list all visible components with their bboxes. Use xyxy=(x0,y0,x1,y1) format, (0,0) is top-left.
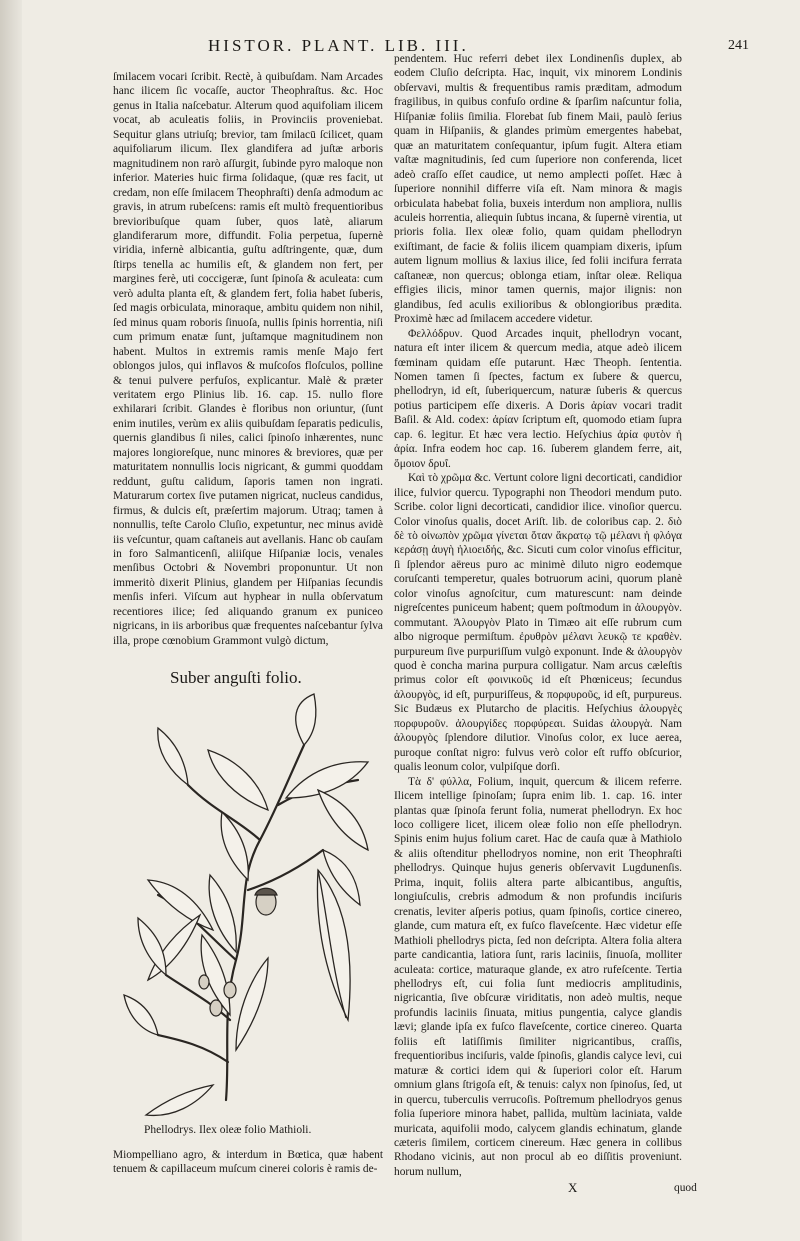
signature-mark: X xyxy=(568,1180,578,1195)
left-paragraph: ſmilacem vocari ſcribit. Rectè, à quibuſdam. Nam Arcades hanc ilicem ſic vocaſſe, auctor Theophraſtus. &c. Hoc genus in Italia naſcebatur. Alterum quod aquifoliam ilicem vocat, ab aculeatis foliis, in Provinciis proveniebat. Sequitur glans utriuſq; brevior, tam ſmilacū ſcilicet, quam aquifoliarum ilicum. Ilex glandifera ad juſtæ arboris magnitudinem non rarò aſſurgit, ſubinde pyro maloque non inferior. Materies huic firma ſolidaque, (quæ res facit, ut credam, non eſſe ſmilacem Theophraſti) denſa admodum ac gravis, in atrum rubeſcens: ramis eſt multò frequentioribus brevioribuſque quam ſuber, quos latè, aliarum glandiferarum more, diffundit. Folia perpetua, ſupernè viridia, infernè albicantia, guſtu adſtringente, quæ, dum ſtirps tenella ac humilis eſt, & glandem non fert, per margines ferè, uti coccigeræ, ſunt ſpinoſa & aculeata: cum verò adulta planta eſt, & glandem fert, folia habet ſuberis, ſed magis orbiculata, minoraque, ambitu quidem non nihil, ſed minus quam roboris ſinuoſa, nullis ſpinis horrentia, niſi cum primum enatæ ſunt, juſtamque magnitudinem non habent. Multos in extremis ramis menſe Majo fert oblongos julos, qui inflavos & muſcoſos floſculos, polline & tenui pulvere perfuſos, explicantur. Malè & præter veritatem ergo Plinius lib. 16. cap. 15. nullo flore exhilarari ſcribit. Glandes è floribus non oriuntur, (ſunt enim inutiles, verùm ex aliis quibuſdam ſeparatis pediculis, quernis glandibus ſi niles, calici ſpinoſo inhærentes, nunc majores longioreſque, nunc minores & breviores, quæ per maturitatem nonnullis locis nigricant, & gummi quoddam reddunt, guſtu calidum, ſaporis tamen non ingrati. Maturarum cortex ſive putamen nigricat, nucleus candidus, firmus, & dulcis eſt, præſertim majorum. Utraq; tamen à nonnullis, teſte Carolo Cluſio, expetuntur, nec minus avidè iis veſcuntur, quam caſtaneis aut avellanis. Hanc ob cauſam in foro Salmanticenſi, aliiſque Hiſpaniæ locis, venales menſibus Octobri & Novembri proponuntur. Ut non immeritò dixerit Plinius, glandem per Hiſpanias ſecundis menſis inferi. Viſcum aut hyphear in nulla obſervatum recentiores ilice; ſed aliquando granum ex puniceo nigricans, in iis arboribus quæ frequentes naſcebantur ſylva illa, prope cœnobium Grammont vulgò dictum, xyxy=(113,71,383,647)
page-gutter xyxy=(0,0,22,1241)
plant-woodcut-illustration xyxy=(118,690,380,1120)
left-column xyxy=(113,70,383,648)
figure-title: Suber anguſti folio. xyxy=(170,668,302,687)
right-paragraph: pendentem. Huc referri debet ilex Londinenſis duplex, ab eodem Cluſio deſcripta. Hac, inquit, vix minorem Londinis obſervavi, multis & frequentibus ramis præditam, admodum fragilibus, in quibus confuſo ordine & ſparſim naſcuntur folia, Hiſpaniæ foliis ſimilia. Florebat ſub finem Maii, paulò ſerius quam in Hiſpaniis, & glandes primùm emergentes habebat, quæ an maturitatem conſequantur, ipſum fugit. Altera etiam vaſtæ magnitudinis, ſed cum ſuperiore non conferenda, licet adeò craſſo eſſet caudice, ut nemo amplecti poſſet. Hæc à ſuperiore nonnihil differre viſa eſt. Nam minora & magis orbiculata habebat folia, buxeis interdum non ampliora, nullis aculeis horrentia, aliequin ſubtus incana, & ſupernè virentia, ut prioris folia. Ilex oleæ folio, quam quidam phellodryn exiſtimant, de facie & foliis ilicem quampiam dixeris, ipſum autem lignum mollius & laxius ilice, ſed folii incifura ferrata caſtaneæ, non quercus; oblonga etiam, inſtar oleæ. Reliqua effigies ilicis, minor tamen quernis, major ilignis: non glandibus, ſed aculis exilioribus & oblongioribus prædita. Proximè hæc ad ſmilacem accedere videtur. xyxy=(394,53,682,326)
right-paragraph: Φελλόδρυν. Quod Arcades inquit, phellodryn vocant, natura eſt inter ilicem & quercum media, atque adeò ilicem fœminam quidam eſſe putarunt. Hæc Theoph. ſententia. Nomen tamen ſi ſpectes, factum ex ſubere & quercu, phellodryn, id eſt, ſuberiquercum, naturæ ſuberis & quercus potius participem eſſe dixeris. A Doris ἀρίαν vocari tradit Baſil. & Ald. codex: ἀρίαν ſcriptum eſt, quomodo etiam ſupra cap. 6. legitur. Et hæc vera lectio. Heſychius ἀρία φυτὸν ἡ ἀρία. Infra eodem hoc cap. 16. ſuberem glandem ferre, ait, ὅμοιον δρυΐ. xyxy=(394,327,682,470)
right-paragraph: Τὰ δ' φύλλα, Folium, inquit, quercum & ilicem referre. Ilicem intellige ſpinoſam; ſupra enim lib. 1. cap. 16. inter plantas quæ ſpinoſa ferunt folia, numerat phellodryn. Ex hoc loco colligere licet, ilicem oleæ folio non eſſe phellodryn. Spinis enim hujus folium caret. Hac de cauſa quæ à Mathiolo & aliis oſtenditur phellodryos nomine, non erit Theophraſti phellodrys. Quinque hujus generis obſervavit Lugdunenſis. Prima, inquit, foliis altera parte albicantibus, anguſtis, longiuſculis, crebris admodum & non profundis inciſuris crenatis, leviter aſperis potius, quam ſpinoſis, cortice cinereo, glande, cum matura eſt, ex fuſco flaveſcente. Hæc videtur eſſe Mathioli phellodrys picta, ſed non deſcripta. Altera folia altera parte candicantia, latiora ſunt, raris laciniis, ſinuoſa, molliter aculeata: cortice, maturaque glande, ex atro rufeſcente. Tertia phellodrys eſt, cui folia ſunt mediocris amplitudinis, nigricantia, ſive obſcuræ viriditatis, non adeò multis, neque profundis laciniis ſinuata, mitius pungentia, calyce glandis lævi; glande ipſa ex fuſco flaveſcente, cortice cinereo. Quarta foliis eſt latiſſimis ſimiliter nigricantibus, craſſis, frequentioribus inciſuris, valde ſpinoſis, glandis calyce levi, cui maturæ & cortici idem qui & ſuperiori color eſt. Harum omnium glans ſtrigoſa eſt, & tenuis: calyx non ſpinoſus, ſed, ut in quercu, tuberculis verrucoſis. Poſtremum phellodryos genus folia ſuperiore minora habet, pallida, multùm laciniata, valde muricata, aquifolii modo, calycem glandis echinatum, glande cæteris ſimilem, corticem cinereum. Hæc genera in collibus Rhodano vicinis, aut non procul ab eo diſſitis proveniunt. horum nullum, xyxy=(394,775,682,1178)
page-number: 241 xyxy=(728,38,749,53)
running-head: HISTOR. PLANT. LIB. III. xyxy=(208,36,469,55)
right-paragraph: Καὶ τὸ χρῶμα &c. Vertunt colore ligni decorticati, candidior ilice, fulvior quercu. Typographi non Theodori mendum puto. Scribe. color ligni decorticati, candidior ilice. vinoſior quercu. Color vinoſus qualis, docet Ariſt. lib. de coloribus cap. 2. διὸ δὲ τὸ οἰνωπὸν χρῶμα γίνεται ὅταν ἄκρατῳ τῷ μέλανι ἡ φλόγα κεράσῃ ἀυγὴ ἡλιοειδής, &c. Sicuti cum color vinoſus efficitur, ſi ſplendor aëreus puro ac minimè diluto nigro eodemque coruſcanti temperetur, quales botruorum acini, quorum planè color vinoſus agnoſcitur, cum maturescunt: nam deinde nigreſcentes puniceum habent; quem poſtmodum in ἁλουργὸν. commutant. Ἁλουργὸν Plato in Timæo ait eſſe rubrum cum albo nigroque permiſtum. ἐρυθρὸν μέλανι λευκῷ τε κραθὲν. purpureum ſive purpuriſſum vulgò exponunt. Inde & ἁλουργὸν quod è concha marina purpura colligatur. Nam arcus cæleſtis primus color eſt φοινικοῦς id eſt Phœniceus; ſecundus ἁλουργὸς, id eſt, purpuriſſeus, & πορφυροῦς, id eſt, purpureus. Sic Budæus ex Plutarcho de placitis. Heſychius ἁλουργὲς πορφυροῦν. ἁλουργίδες πορφύρεαι. Suidas ἁλουργὰ. Nam ἁλουργὸς ſplendore dilutior. Vinoſus color, ex luce aerea, puroque conſtat nigro: fulvus verò color eſt ruffo obſcurior, qualis leonum color, vulpiſque dorſi. xyxy=(394,472,682,774)
catchword: quod xyxy=(674,1182,697,1194)
right-column xyxy=(394,52,682,1179)
figure-caption: Phellodrys. Ilex oleæ folio Mathioli. xyxy=(144,1124,312,1136)
left-column-tail: Miompelliano agro, & interdum in Bœtica, quæ habent tenuem & capillaceum muſcum cinerei coloris è ramis de- xyxy=(113,1149,383,1176)
